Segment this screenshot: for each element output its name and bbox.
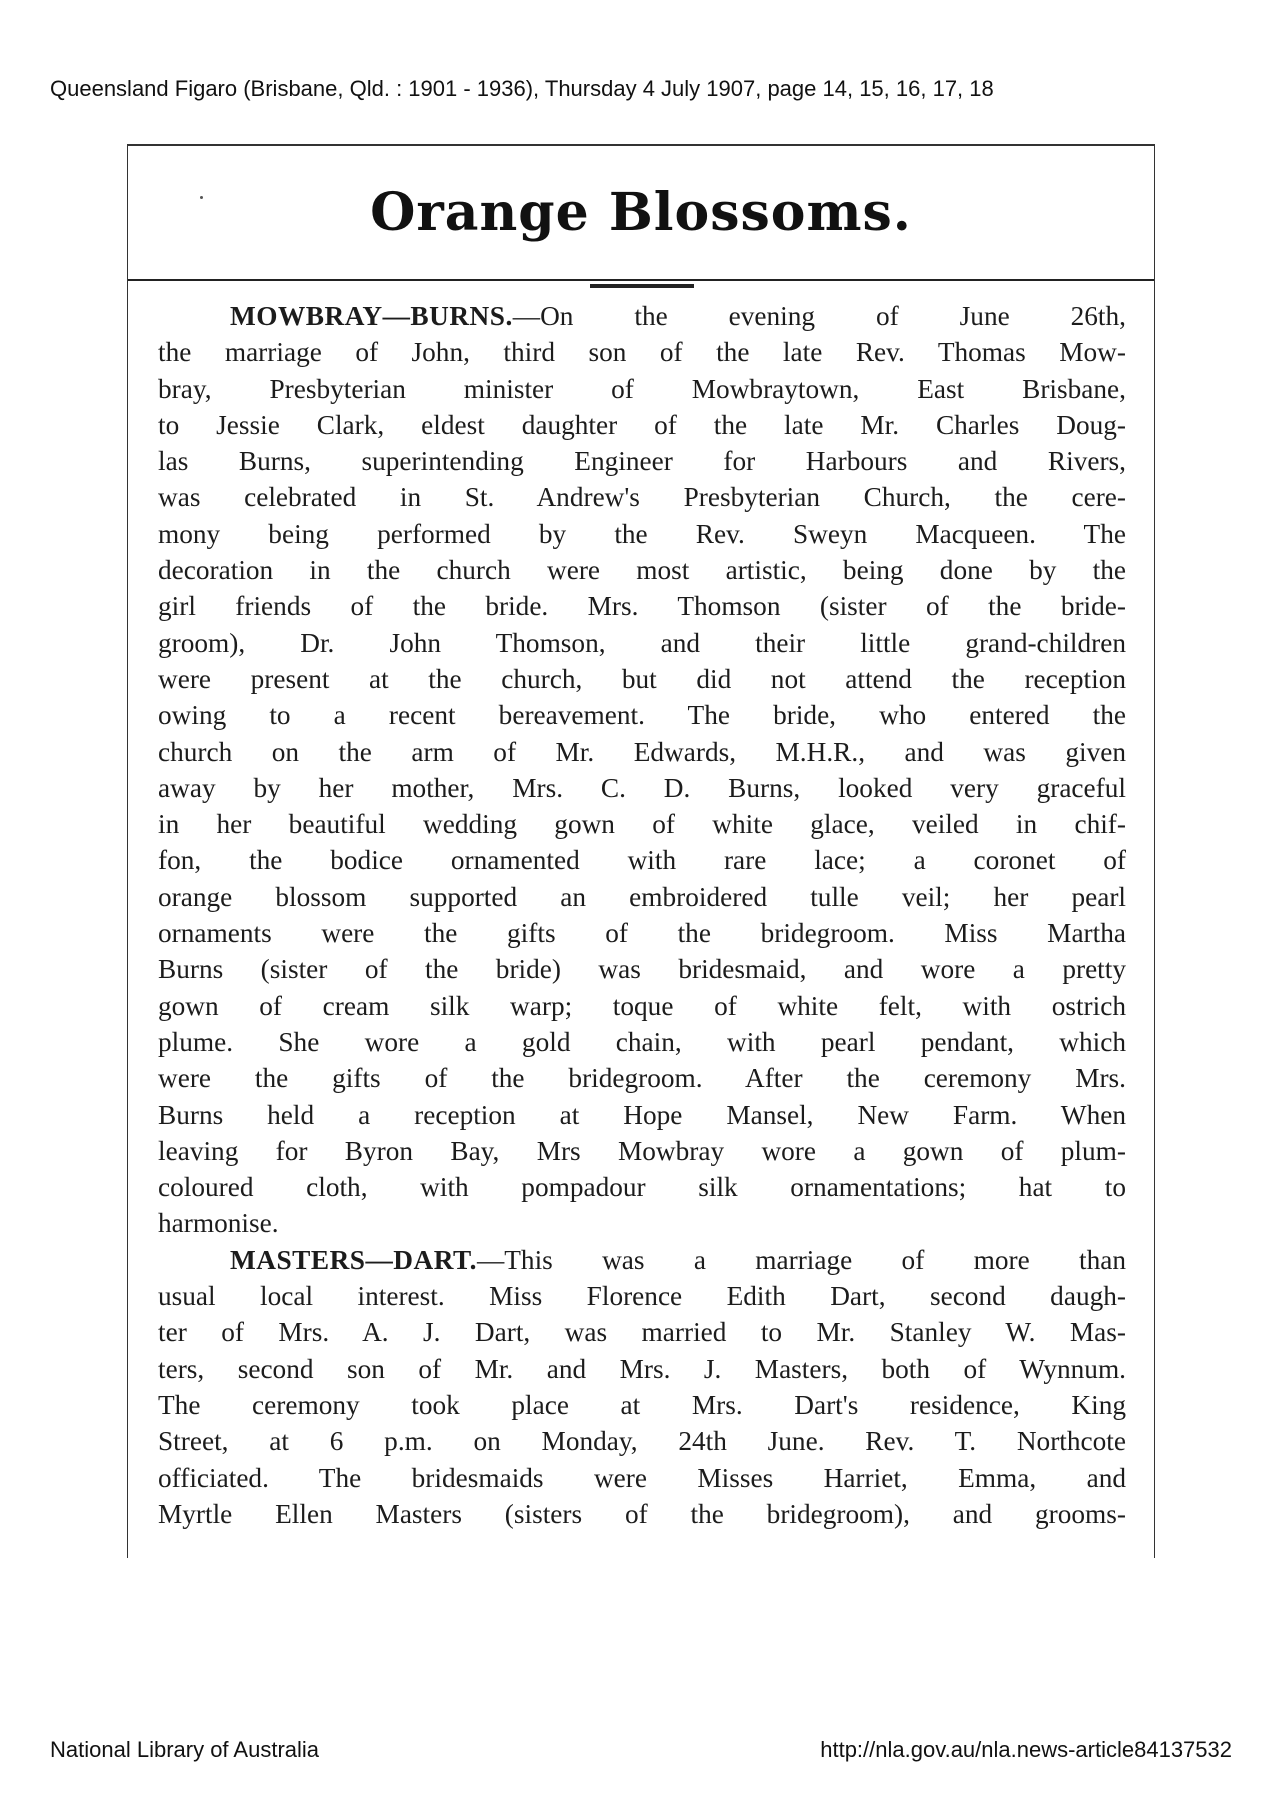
text-line: plume. She wore a gold chain, with pearl pendant, which — [158, 1026, 1126, 1057]
title-rule — [590, 284, 694, 288]
text-line: Burns (sister of the bride) was bridesmaid, and wore a pretty — [158, 954, 1126, 985]
text-line: was celebrated in St. Andrew's Presbyterian Church, the cere- — [158, 482, 1126, 513]
paragraph-heading: MOWBRAY—BURNS. — [230, 301, 513, 331]
masthead — [128, 146, 1154, 281]
text-line: mony being performed by the Rev. Sweyn Macqueen. The — [158, 518, 1126, 549]
text-line: groom), Dr. John Thomson, and their little grand-children — [158, 627, 1126, 658]
text-line: ornaments were the gifts of the bridegroom. Miss Martha — [158, 918, 1126, 949]
text-line: away by her mother, Mrs. C. D. Burns, looked very graceful — [158, 772, 1126, 803]
paragraph-lead-text: —This was a marriage of more than — [476, 1244, 1126, 1275]
text-line: owing to a recent bereavement. The bride, who entered the — [158, 700, 1126, 731]
newspaper-clipping — [127, 144, 1155, 1558]
text-line: leaving for Byron Bay, Mrs Mowbray wore a gown of plum- — [158, 1135, 1126, 1166]
text-line: ter of Mrs. A. J. Dart, was married to Mr. Stanley W. Mas- — [158, 1317, 1126, 1348]
text-line: were present at the church, but did not attend the reception — [158, 663, 1126, 694]
paragraph-mowbray-burns — [158, 298, 1126, 1242]
text-line: las Burns, superintending Engineer for Harbours and Rivers, — [158, 446, 1126, 477]
footer-source: National Library of Australia — [50, 1737, 320, 1762]
text-line: orange blossom supported an embroidered tulle veil; her pearl — [158, 881, 1126, 912]
paragraph-masters-dart — [158, 1242, 1126, 1532]
text-line: girl friends of the bride. Mrs. Thomson (sister of the bride- — [158, 591, 1126, 622]
text-line: fon, the bodice ornamented with rare lace; a coronet of — [158, 845, 1126, 876]
text-line: bray, Presbyterian minister of Mowbraytown, East Brisbane, — [158, 373, 1126, 404]
text-line: in her beautiful wedding gown of white glace, veiled in chif- — [158, 809, 1126, 840]
text-line: the marriage of John, third son of the late Rev. Thomas Mow- — [158, 337, 1126, 368]
text-line: officiated. The bridesmaids were Misses Harriet, Emma, and — [158, 1462, 1126, 1493]
article-body — [158, 298, 1126, 1532]
column-title: Orange Blossoms. — [370, 182, 912, 243]
text-line: were the gifts of the bridegroom. After the ceremony Mrs. — [158, 1063, 1126, 1094]
paragraph-lead-text: —On the evening of June 26th, — [512, 301, 1126, 331]
text-line: Burns held a reception at Hope Mansel, New Farm. When — [158, 1099, 1126, 1130]
text-line: church on the arm of Mr. Edwards, M.H.R., and was given — [158, 736, 1126, 767]
text-line: usual local interest. Miss Florence Edith Dart, second daugh- — [158, 1281, 1126, 1312]
text-line: harmonise. — [158, 1208, 279, 1239]
footer-url[interactable]: http://nla.gov.au/nla.news-article84137532 — [820, 1737, 1232, 1762]
text-line: gown of cream silk warp; toque of white felt, with ostrich — [158, 990, 1126, 1021]
text-line: Street, at 6 p.m. on Monday, 24th June. Rev. T. Northcote — [158, 1426, 1126, 1457]
paragraph-first-line — [158, 1242, 1126, 1278]
citation-header: Queensland Figaro (Brisbane, Qld. : 1901 - 1936), Thursday 4 July 1907, page 14, 15, 16, 17, 18 — [50, 76, 994, 101]
text-line: to Jessie Clark, eldest daughter of the late Mr. Charles Doug- — [158, 409, 1126, 440]
text-line: Myrtle Ellen Masters (sisters of the bridegroom), and grooms- — [158, 1498, 1126, 1529]
text-line: ters, second son of Mr. and Mrs. J. Masters, both of Wynnum. — [158, 1353, 1126, 1384]
text-line: decoration in the church were most artistic, being done by the — [158, 555, 1126, 586]
text-line: The ceremony took place at Mrs. Dart's residence, King — [158, 1389, 1126, 1420]
text-line: coloured cloth, with pompadour silk ornamentations; hat to — [158, 1172, 1126, 1203]
paragraph-first-line — [158, 298, 1126, 334]
paragraph-heading: MASTERS—DART. — [230, 1244, 477, 1275]
